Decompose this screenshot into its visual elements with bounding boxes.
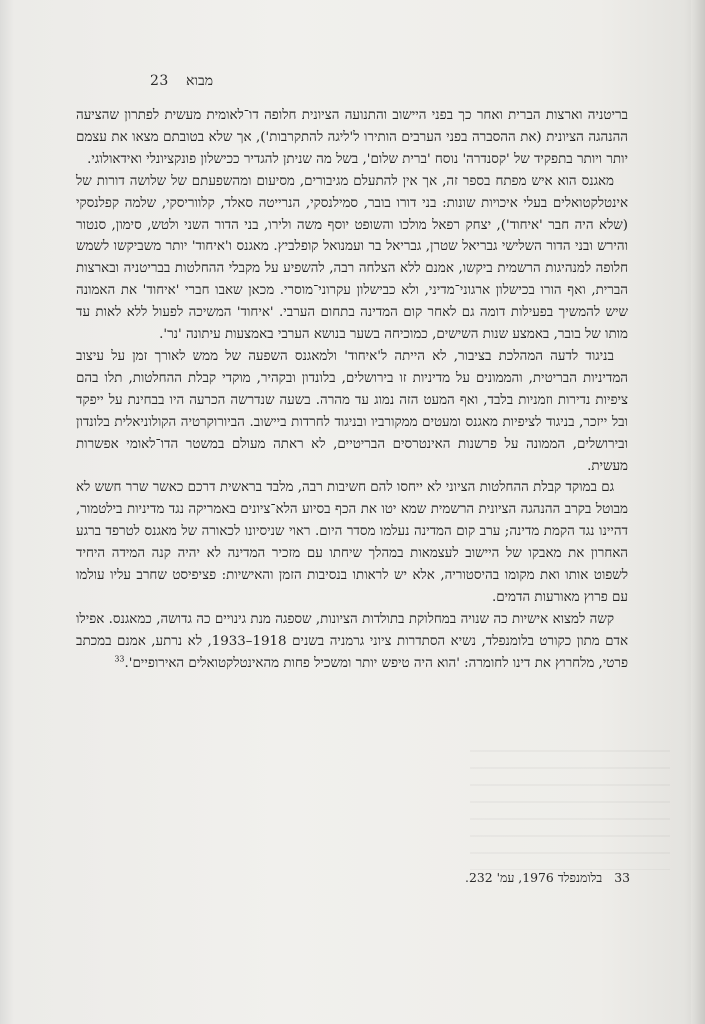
paragraph-5-text: קשה למצוא אישיות כה שנויה במחלוקת בתולדות הציונות, שספגה מנת גינויים כה גדושה, כמאגנס. אפילו אדם מתון כקורט בלומנפלד, נשיא הסתדרות ציוני גרמניה בשנים 1918–1933, לא נרתע, אמנם במכתב פרטי, מלחרוץ את דינו לחומרה: 'הוא היה טיפש יותר ומשכיל פחות מהאינטלקטואלים האירופיים'. [76,611,628,671]
page-number: 23 [150,73,169,89]
paragraph-4: גם במוקד קבלת ההחלטות הציוני לא ייחסו להם חשיבות רבה, מלבד בראשית דרכם כאשר שרר חשש לא מבוטל בקרב ההנהגה הציונית הרשמית שמא יטו את הכף בסיוע הלא־ציונים באמריקה נגד מדיניות בילטמור, דהיינו נגד הקמת מדינה; ערב קום המדינה נעלמו מסדר היום. ראוי שניסיונו לכאורה של מאגנס לטרפד ברגע האחרון את מאבקו של היישוב לעצמאות במהלך שיחתו עם מזכיר המדינה לא יהיה קנה המידה היחיד לשפוט אותו ואת מקומו בהיסטוריה, אלא יש לראותו בנסיבות הזמן והאישיות: פציפיסט שחרב עליו עולמו עם פרוץ מאורעות הדמים. [76,480,628,605]
footnote [300,870,630,886]
page-edge-shadow [691,0,705,1024]
body-text [76,105,628,675]
footnote-reference: 33 [114,654,125,664]
show-through-from-reverse-page [470,750,670,870]
paragraph-2: מאגנס הוא איש מפתח בספר זה, אך אין להתעלם מגיבורים, מסיעום ומהשפעתם של שלושה דורות של אינטלקטואלים בעלי איכויות שונות: בני דורו בובר, סמילנסקי, הנרייטה סאלד, קלווריסקי, שלמה קפלנסקי (שלא היה חבר 'איחוד'), יצחק רפאל מולכו והשופט יוסף משה ולירו, בני הדור השני ולטש, סימון, סנטור והירש ובני הדור השלישי גבריאל שטרן, גבריאל בר ועמנואל קופלביץ. מאגנס ו'איחוד' יותר משביקשו לשמש חלופה למנהיגות הרשמית ביקשו, אמנם ללא הצלחה רבה, להשפיע על מקבלי ההחלטות בבריטניה ובארצות הברית, ואף הורו בכישלון ארגוני־מדיני, ולא כבישלון עקרוני־מוסרי. מכאן שאבו חברי 'איחוד' את האמונה שיש להמשיך בפעילות דומה גם לאחר קום המדינה בתחום הערבי. 'איחוד' המשיכה לפעול ללא לאות עד מותו של בובר, באמצע שנות השישים, כמוכיחה בשער בנושא הערבי באמצעות עיתונה 'נר'. [76,173,628,343]
footnote-text: בלומנפלד 1976, עמ' 232. [465,870,603,885]
page-header [150,73,550,97]
paragraph-5 [76,609,628,675]
running-head: מבוא [186,73,214,89]
paragraph-3: בניגוד לדעה המהלכת בציבור, לא הייתה ל'איחוד' ולמאגנס השפעה של ממש לאורך זמן על עיצוב המדיניות הבריטית, והממונים על מדיניות זו בירושלים, בלונדון ובקהיר, מוקדי קבלת ההחלטות, תלו בהם ציפיות נדירות וזמניות בלבד, ואף המעט הזה נמוג עד מהרה. בשעה שנדרשה הכרעה היו בבחינת על ייפקד ובל ייזכר, בניגוד לציפיות מאגנס ומעטים ממקורביו ובניגוד לחרדות ביישוב. הביורוקרטיה הקולוניאלית בלונדון ובירושלים, הממונה על פרשנות האינטרסים הבריטיים, לא ראתה מעולם במשטר הדו־לאומי אפשרות מעשית. [76,348,628,474]
footnote-number: 33 [614,870,630,885]
paragraph-1: בריטניה וארצות הברית ואחר כך בפני היישוב והתנועה הציונית חלופה דו־לאומית מעשית לפתרון שהציעה ההנהגה הציונית (את ההסברה בפני הערבים הותירו ל'ליגה להתקרבות'), אך שלא בטובתם מצאו את עצמם יותר ויותר בתפקיד של 'קסנדרה' נוסח 'ברית שלום', בשל מה שניתן להגדיר ככישלון פונקציונלי ואידאולוגי. [76,108,628,167]
